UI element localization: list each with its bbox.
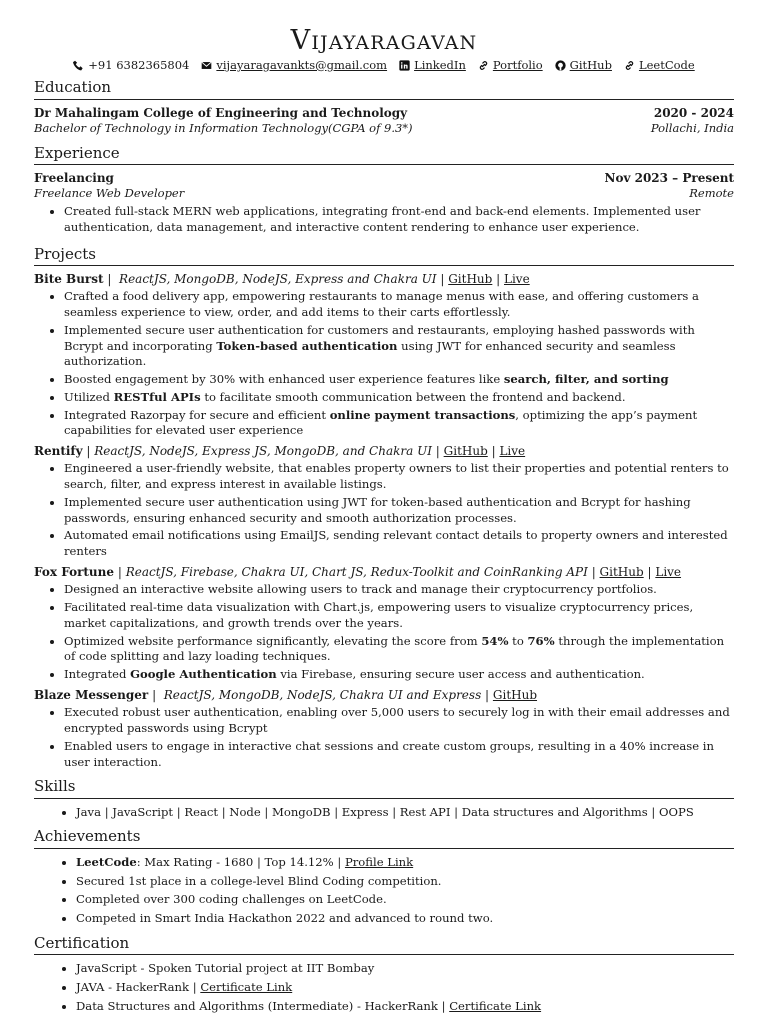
text: Boosted engagement by 30% with enhanced user experience features like — [64, 372, 504, 387]
text: : Max Rating - 1680 | Top 14.12% | — [136, 854, 345, 869]
project-github-link[interactable]: GitHub — [443, 444, 488, 459]
bold-text: 76% — [527, 633, 555, 648]
experience-location: Remote — [689, 186, 734, 201]
text: to — [508, 633, 528, 648]
text: Implemented secure user authentication for customers and restaurants, employing hashed passwords with Bcrypt and incorporating — [64, 322, 695, 353]
list-item: • Enabled users to engage in interactive chat sessions and create custom groups, resulting in a 40% increase in user interaction. — [64, 739, 734, 771]
experience-org: Freelancing — [34, 171, 114, 186]
certification-heading: Certification — [34, 933, 734, 955]
certificate-link[interactable]: Certificate Link — [200, 980, 293, 995]
project-bullets — [34, 705, 734, 770]
resume-page — [34, 0, 734, 1015]
list-item — [64, 408, 734, 440]
envelope-icon — [201, 60, 212, 71]
experience-details — [34, 186, 734, 202]
certification-list — [34, 961, 734, 1014]
experience-role: Freelance Web Developer — [34, 186, 185, 201]
list-item — [64, 390, 734, 406]
project-github-link[interactable]: GitHub — [599, 565, 644, 579]
list-item: • Created full-stack MERN web applications, integrating front-end and back-end elements. Implemented user authentication, data management, and interactive content rendering to enhance user experience. — [64, 204, 734, 236]
text: to facilitate smooth communication between the frontend and backend. — [200, 389, 626, 404]
skills-list — [34, 805, 734, 821]
project-bullets — [34, 289, 734, 439]
list-item: • Executed robust user authentication, enabling over 5,000 users to securely log in with their email addresses and encrypted passwords using Bcrypt — [64, 705, 734, 737]
project-bullets — [34, 461, 734, 560]
project-live-link[interactable]: Live — [499, 444, 526, 459]
contact-leetcode[interactable] — [624, 58, 695, 74]
github-link[interactable]: GitHub — [569, 57, 612, 72]
project-title: Fox Fortune — [34, 565, 115, 579]
list-item — [76, 999, 734, 1015]
project-tech: ReactJS, Firebase, Chakra UI, Chart JS, Redux-Toolkit and CoinRanking API — [125, 565, 588, 579]
contact-linkedin[interactable] — [399, 58, 466, 74]
list-item: • Implemented secure user authentication using JWT for token-based authentication and Bcrypt for hashing passwords, ensuring enhanced security and smooth authorization processes. — [64, 495, 734, 527]
phone-icon — [73, 60, 84, 71]
project-header: Bite Burst | ReactJS, MongoDB, NodeJS, Express and Chakra UI | GitHub | Live — [34, 271, 530, 286]
contact-github[interactable] — [555, 58, 612, 74]
list-item — [64, 323, 734, 370]
list-item: • Automated email notifications using EmailJS, sending relevant contact details to property owners and interested renters — [64, 528, 734, 560]
candidate-name: Vijayaragavan — [290, 25, 478, 56]
bold-text: 54% — [481, 633, 509, 648]
github-icon — [555, 60, 566, 71]
list-item — [64, 372, 734, 388]
list-item: • JavaScript - Spoken Tutorial project at IIT Bombay — [76, 961, 734, 977]
experience-bullets — [34, 204, 734, 236]
achievements-list — [34, 855, 734, 927]
list-item — [76, 980, 734, 996]
list-item: • Competed in Smart India Hackathon 2022 and advanced to round two. — [76, 911, 734, 927]
linkedin-link[interactable]: LinkedIn — [414, 57, 466, 72]
education-entry — [34, 105, 734, 121]
text: via Firebase, ensuring secure user access and authentication. — [276, 667, 645, 682]
experience-dates: Nov 2023 – Present — [604, 171, 734, 186]
education-heading: Education — [34, 77, 734, 99]
bold-text: search, filter, and sorting — [503, 372, 669, 387]
project-title: Rentify — [34, 444, 83, 459]
skills-heading: Skills — [34, 776, 734, 798]
text: through the implementation of code splitting and lazy loading techniques. — [64, 633, 725, 664]
list-item: • Completed over 300 coding challenges on LeetCode. — [76, 892, 734, 908]
project-blaze-messenger — [34, 687, 734, 770]
text: , optimizing the app’s payment capabilities for elevated user experience — [64, 407, 698, 438]
list-item — [64, 667, 734, 683]
list-item: • Designed an interactive website allowing users to track and manage their cryptocurrency portfolios. — [64, 582, 734, 598]
bold-text: LeetCode — [76, 854, 137, 869]
list-item — [64, 634, 734, 666]
project-rentify — [34, 443, 734, 560]
contact-bar — [34, 58, 734, 74]
link-icon — [478, 60, 489, 71]
bold-text: Token-based authentication — [216, 338, 398, 353]
project-live-link[interactable]: Live — [504, 271, 530, 286]
text: Utilized — [64, 389, 114, 404]
project-github-link[interactable]: GitHub — [448, 271, 493, 286]
project-tech: ReactJS, MongoDB, NodeJS, Chakra UI and Express — [163, 687, 482, 702]
leetcode-link[interactable]: LeetCode — [638, 57, 695, 72]
text: Optimized website performance significantly, elevating the score from — [64, 633, 482, 648]
bold-text: RESTful APIs — [113, 389, 201, 404]
project-tech: ReactJS, MongoDB, NodeJS, Express and Chakra UI — [119, 271, 437, 286]
list-item: • Java | JavaScript | React | Node | MongoDB | Express | Rest API | Data structures and Algorithms | OOPS — [76, 805, 734, 821]
project-header: Blaze Messenger | ReactJS, MongoDB, NodeJS, Chakra UI and Express | GitHub — [34, 687, 538, 702]
portfolio-link[interactable]: Portfolio — [492, 57, 543, 72]
linkedin-icon — [399, 60, 410, 71]
text: JAVA - HackerRank | — [76, 980, 201, 995]
achievements-heading: Achievements — [34, 826, 734, 848]
project-header: Fox Fortune | ReactJS, Firebase, Chakra UI, Chart JS, Redux-Toolkit and CoinRanking API | GitHub | Live — [34, 565, 682, 579]
projects-heading: Projects — [34, 244, 734, 266]
link-icon — [624, 60, 635, 71]
bold-text: online payment transactions — [329, 407, 516, 422]
project-live-link[interactable]: Live — [655, 565, 682, 579]
contact-email[interactable] — [201, 58, 387, 74]
project-tech: ReactJS, NodeJS, Express JS, MongoDB, and Chakra UI — [94, 444, 432, 459]
profile-link[interactable]: Profile Link — [344, 854, 414, 869]
project-title: Blaze Messenger — [34, 687, 149, 702]
text: using JWT for enhanced security and seamless authorization. — [64, 338, 676, 369]
project-bite-burst — [34, 271, 734, 439]
phone-number: +91 6382365804 — [88, 57, 190, 72]
project-title: Bite Burst — [34, 271, 104, 286]
project-bullets — [34, 582, 734, 683]
list-item: • Crafted a food delivery app, empowering restaurants to manage menus with ease, and offering customers a seamless experience to view, order, and add items to their carts effortlessly. — [64, 289, 734, 321]
text: Data Structures and Algorithms (Intermediate) - HackerRank | — [76, 998, 450, 1013]
experience-entry — [34, 170, 734, 186]
email-link[interactable]: vijayaragavankts@gmail.com — [216, 57, 388, 72]
certificate-link[interactable]: Certificate Link — [449, 998, 542, 1013]
contact-phone[interactable] — [73, 58, 189, 74]
text: Integrated Razorpay for secure and efficient — [64, 407, 330, 422]
degree: Bachelor of Technology in Information Technology(CGPA of 9.3*) — [34, 121, 413, 136]
bold-text: Google Authentication — [130, 667, 277, 682]
project-fox-fortune — [34, 564, 734, 683]
text: Integrated — [64, 667, 131, 682]
project-github-link[interactable]: GitHub — [492, 687, 538, 702]
experience-heading: Experience — [34, 143, 734, 165]
school-name: Dr Mahalingam College of Engineering and Technology — [34, 105, 408, 120]
list-item — [76, 855, 734, 871]
list-item: • Engineered a user-friendly website, that enables property owners to list their properties and potential renters to search, filter, and express interest in available listings. — [64, 461, 734, 493]
education-details — [34, 121, 734, 137]
contact-portfolio[interactable] — [478, 58, 543, 74]
project-header: Rentify | ReactJS, NodeJS, Express JS, MongoDB, and Chakra UI | GitHub | Live — [34, 444, 526, 459]
list-item: • Secured 1st place in a college-level Blind Coding competition. — [76, 874, 734, 890]
education-years: 2020 - 2024 — [653, 105, 734, 120]
list-item: • Facilitated real-time data visualization with Chart.js, empowering users to visualize cryptocurrency prices, market capitalizations, and growth trends over the years. — [64, 600, 734, 632]
education-location: Pollachi, India — [650, 121, 734, 136]
